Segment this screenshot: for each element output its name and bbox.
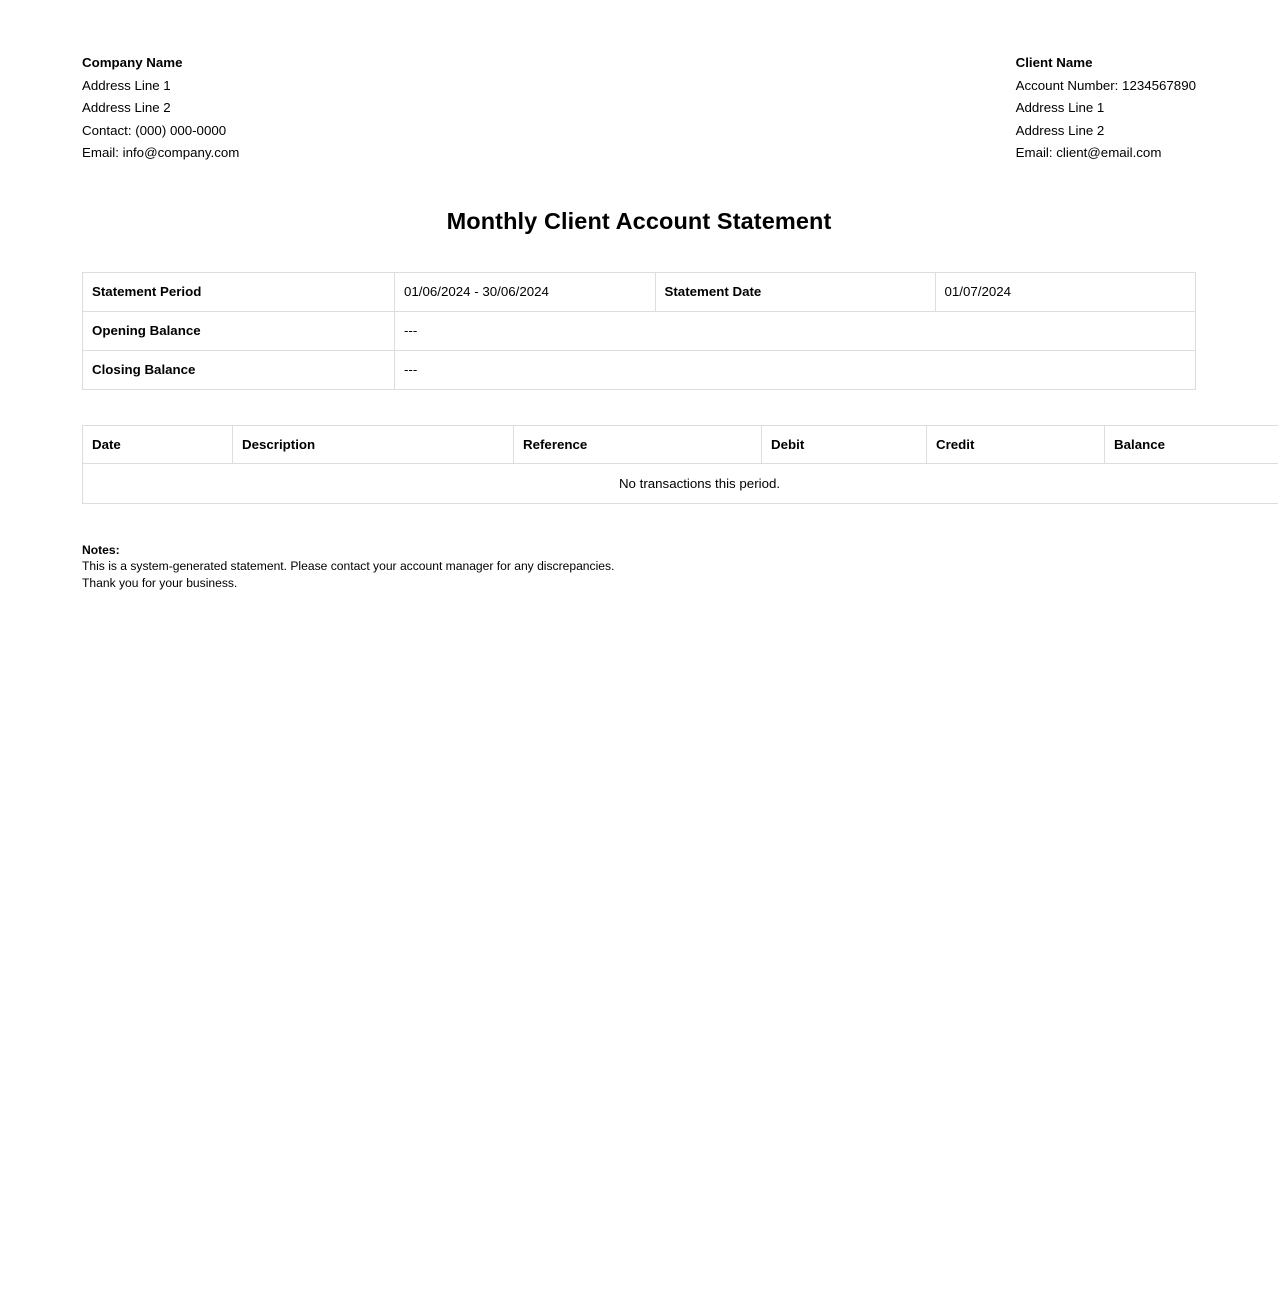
company-email: Email: info@company.com [82,145,240,160]
opening-balance-value: --- [395,311,1196,350]
notes-line-2: Thank you for your business. [82,575,238,590]
notes-section [82,542,1196,592]
column-header-reference: Reference [514,425,762,463]
statement-period-value: 01/06/2024 - 30/06/2024 [395,272,656,311]
client-address-line-1: Address Line 1 [1015,100,1105,115]
notes-line-1: This is a system-generated statement. Please contact your account manager for any discrepancies. [82,559,615,573]
page-title: Monthly Client Account Statement [446,207,832,234]
column-header-debit: Debit [762,425,927,463]
client-address-line-2: Address Line 2 [1015,122,1105,138]
company-info-block [82,52,239,165]
column-header-balance: Balance [1105,425,1278,463]
notes-title: Notes: [82,542,120,557]
table-row-closing-balance [83,350,1196,389]
company-address-line-2: Address Line 2 [82,100,171,115]
column-header-description: Description [233,425,514,463]
opening-balance-label: Opening Balance [83,311,395,350]
transactions-table [82,425,1278,504]
column-header-date: Date [83,425,233,463]
statement-date-label: Statement Date [655,272,935,311]
company-contact: Contact: (000) 000-0000 [82,122,227,138]
client-name: Client Name [1015,55,1093,70]
closing-balance-value: --- [395,350,1196,389]
company-address-line-1: Address Line 1 [82,77,171,93]
closing-balance-label: Closing Balance [83,350,395,389]
client-account-number: Account Number: 1234567890 [1015,77,1196,93]
table-row-empty [83,463,1278,503]
statement-period-label: Statement Period [83,272,395,311]
client-info-block [1016,52,1196,165]
no-transactions-message: No transactions this period. [83,463,1278,503]
transactions-body [83,463,1278,503]
company-name: Company Name [82,55,183,70]
transactions-header-row [83,425,1278,463]
table-row-statement-period [83,272,1196,311]
table-row-opening-balance [83,311,1196,350]
client-email: Email: client@email.com [1015,145,1162,160]
statement-summary-table [82,272,1196,390]
statement-date-value: 01/07/2024 [935,272,1196,311]
statement-header [82,52,1196,165]
column-header-credit: Credit [927,425,1105,463]
